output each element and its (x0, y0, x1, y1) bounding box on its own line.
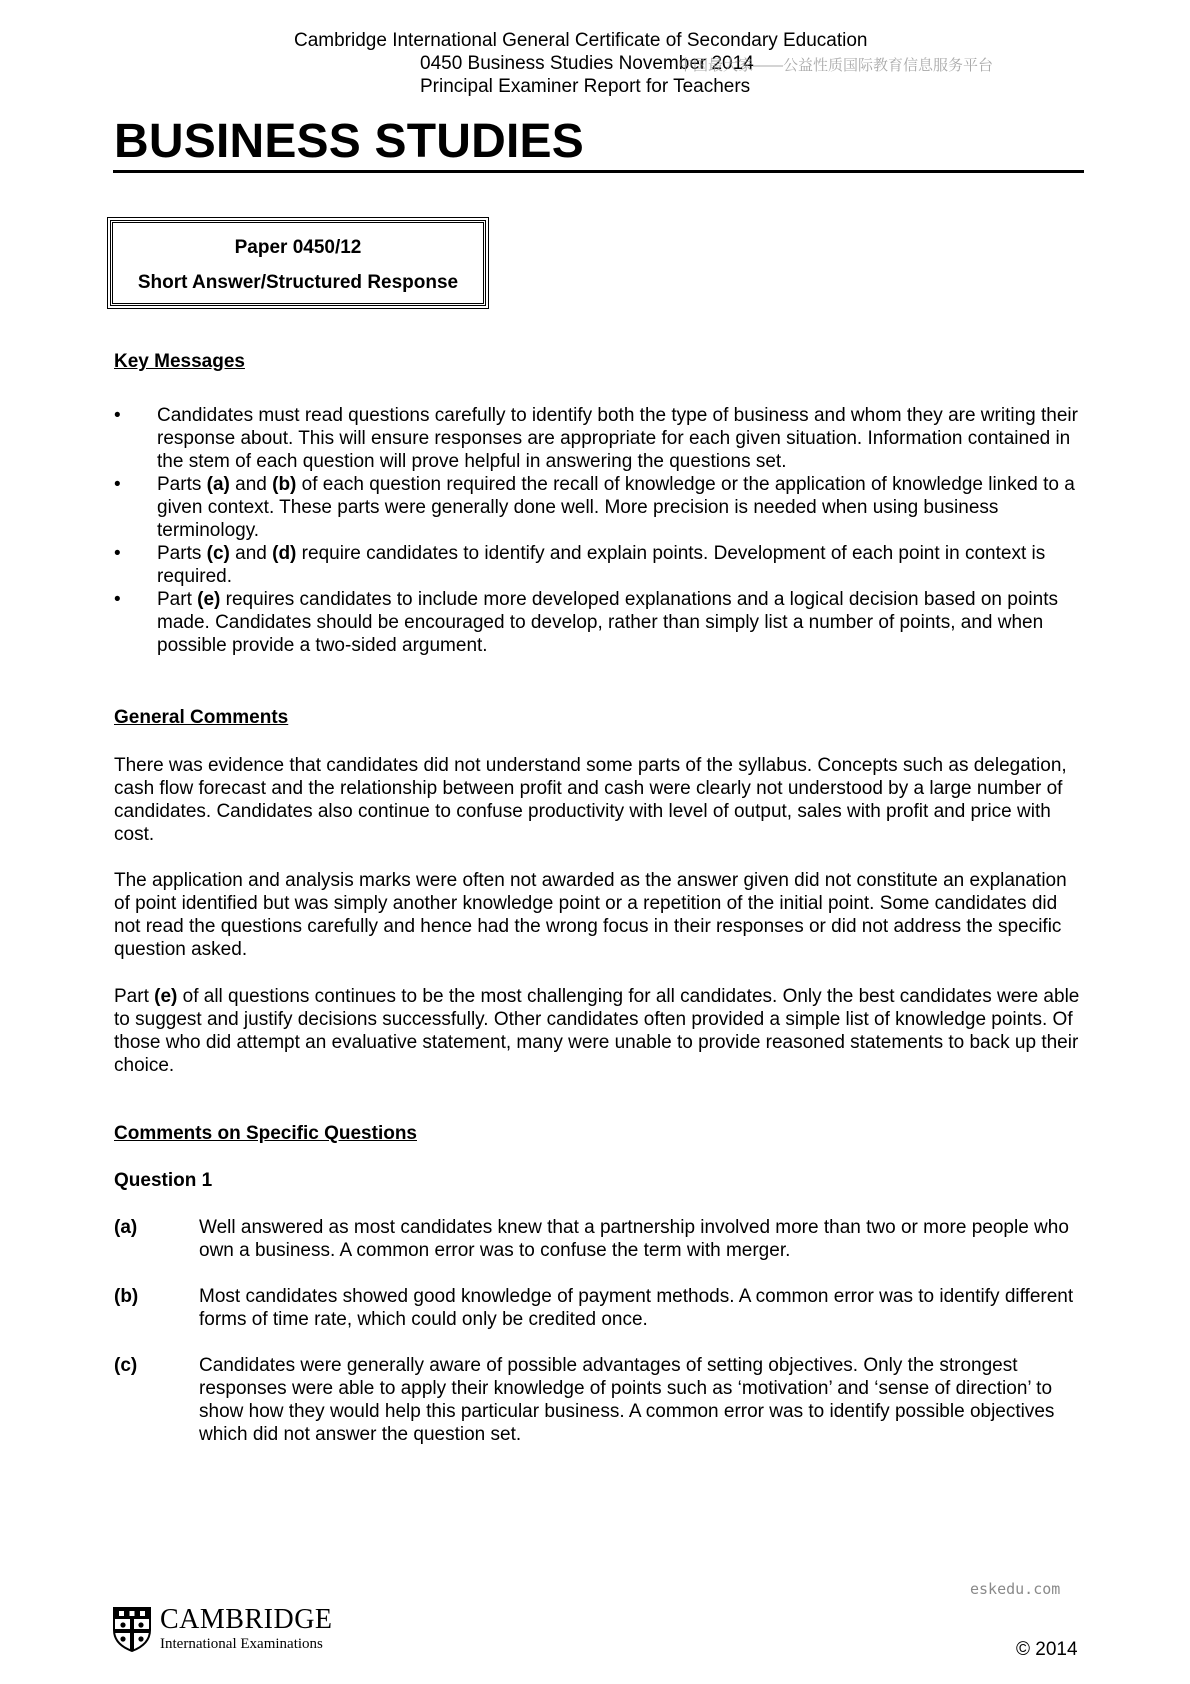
part-reference: (e) (154, 986, 178, 1007)
text-run: require candidates to identify and explain points. Development of each point in context is required. (157, 543, 1046, 587)
bullet-icon: • (114, 543, 121, 564)
question-part-text: Most candidates showed good knowledge of payment methods. A common error was to identify different forms of time rate, which could only be credited once. (199, 1286, 1074, 1330)
bullet-icon: • (114, 589, 121, 610)
question-part (114, 1216, 1084, 1262)
text-run: and (229, 474, 273, 495)
question-part-label: (b) (114, 1286, 139, 1307)
text-run: requires candidates to include more developed explanations and a logical decision based on points made. Candidates should be encouraged to develop, rather than simply list a number of points, and when possible provide a two-sided argument. (157, 589, 1058, 656)
key-message-item (114, 473, 1084, 542)
question-title: Question 1 (114, 1170, 213, 1191)
text-run: Parts (157, 474, 207, 495)
cambridge-crest-icon (112, 1606, 152, 1652)
text-run: and (229, 543, 273, 564)
key-messages-list (114, 404, 1084, 657)
part-reference: (c) (206, 543, 230, 564)
question-part (114, 1285, 1084, 1331)
cambridge-logo (112, 1605, 352, 1653)
question-part (114, 1354, 1084, 1446)
page-title: BUSINESS STUDIES (114, 115, 584, 168)
part-reference: (d) (272, 543, 297, 564)
text-run: Parts (157, 543, 207, 564)
bullet-icon: • (114, 474, 121, 495)
paper-number: Paper 0450/12 (234, 237, 362, 258)
part-reference: (a) (206, 474, 230, 495)
header-syllabus: 0450 Business Studies November 2014 (420, 53, 754, 74)
text-run: of all questions continues to be the most challenging for all candidates. Only the best candidates were able to suggest and justify decisions successfully. Other candidates often provided a simple list of knowledge points. Of those who did attempt an evaluative statement, many were unable to provide reasoned statements to back up their choice. (114, 986, 1080, 1076)
question-part-label: (c) (114, 1355, 138, 1376)
specific-questions-heading: Comments on Specific Questions (114, 1123, 417, 1144)
bullet-icon: • (114, 405, 121, 426)
general-paragraph (114, 985, 1084, 1077)
paper-info-box (110, 220, 486, 306)
key-messages-heading: Key Messages (114, 351, 245, 372)
question-part-text: Candidates were generally aware of possible advantages of setting objectives. Only the strongest responses were able to apply their knowledge of points such as ‘motivation’ and ‘sense of direction’ to show how they would help this particular business. A common error was to identify possible objectives which did not answer the question set. (199, 1355, 1055, 1445)
part-reference: (b) (272, 474, 297, 495)
key-message-item (114, 404, 1084, 473)
text-run: The application and analysis marks were often not awarded as the answer given did not constitute an explanation of point identified but was simply another knowledge point or a repetition of the initial point. Some candidates did not read the questions carefully and hence had the wrong focus in their responses or did not address the specific question asked. (114, 870, 1067, 960)
footer-watermark-url: eskedu.com (970, 1580, 1061, 1598)
text-run: There was evidence that candidates did not understand some parts of the syllabus. Concepts such as delegation, cash flow forecast and the relationship between profit and cash were clearly not understood by a large number of candidates. Candidates also continue to confuse productivity with level of output, sales with profit and price with cost. (114, 755, 1067, 845)
question-part-label: (a) (114, 1217, 138, 1238)
title-underline (113, 170, 1084, 173)
logo-wordmark: CAMBRIDGE (160, 1604, 333, 1635)
header-watermark: 中国最大家——公益性质国际教育信息服务平台 (678, 57, 994, 74)
header-qualification: Cambridge International General Certificate of Secondary Education (294, 30, 868, 51)
text-run: Part (157, 589, 198, 610)
copyright: © 2014 (1016, 1639, 1078, 1660)
key-message-item (114, 542, 1084, 588)
logo-subtitle: International Examinations (160, 1636, 323, 1652)
text-run: Part (114, 986, 155, 1007)
general-comments-heading: General Comments (114, 707, 289, 728)
general-paragraph (114, 754, 1084, 846)
text-run: Candidates must read questions carefully to identify both the type of business and whom they are writing their response about. This will ensure responses are appropriate for each given situation. Information contained in the stem of each question will prove helpful in answering the questions set. (157, 405, 1078, 472)
general-paragraph (114, 869, 1084, 961)
text-run: of each question required the recall of knowledge or the application of knowledge linked to a given context. These parts were generally done well. More precision is needed when using business terminology. (157, 474, 1075, 541)
part-reference: (e) (197, 589, 221, 610)
paper-type: Short Answer/Structured Response (137, 272, 459, 293)
key-message-item (114, 588, 1084, 657)
question-part-text: Well answered as most candidates knew that a partnership involved more than two or more people who own a business. A common error was to confuse the term with merger. (199, 1217, 1069, 1261)
header-report-type: Principal Examiner Report for Teachers (420, 76, 751, 97)
